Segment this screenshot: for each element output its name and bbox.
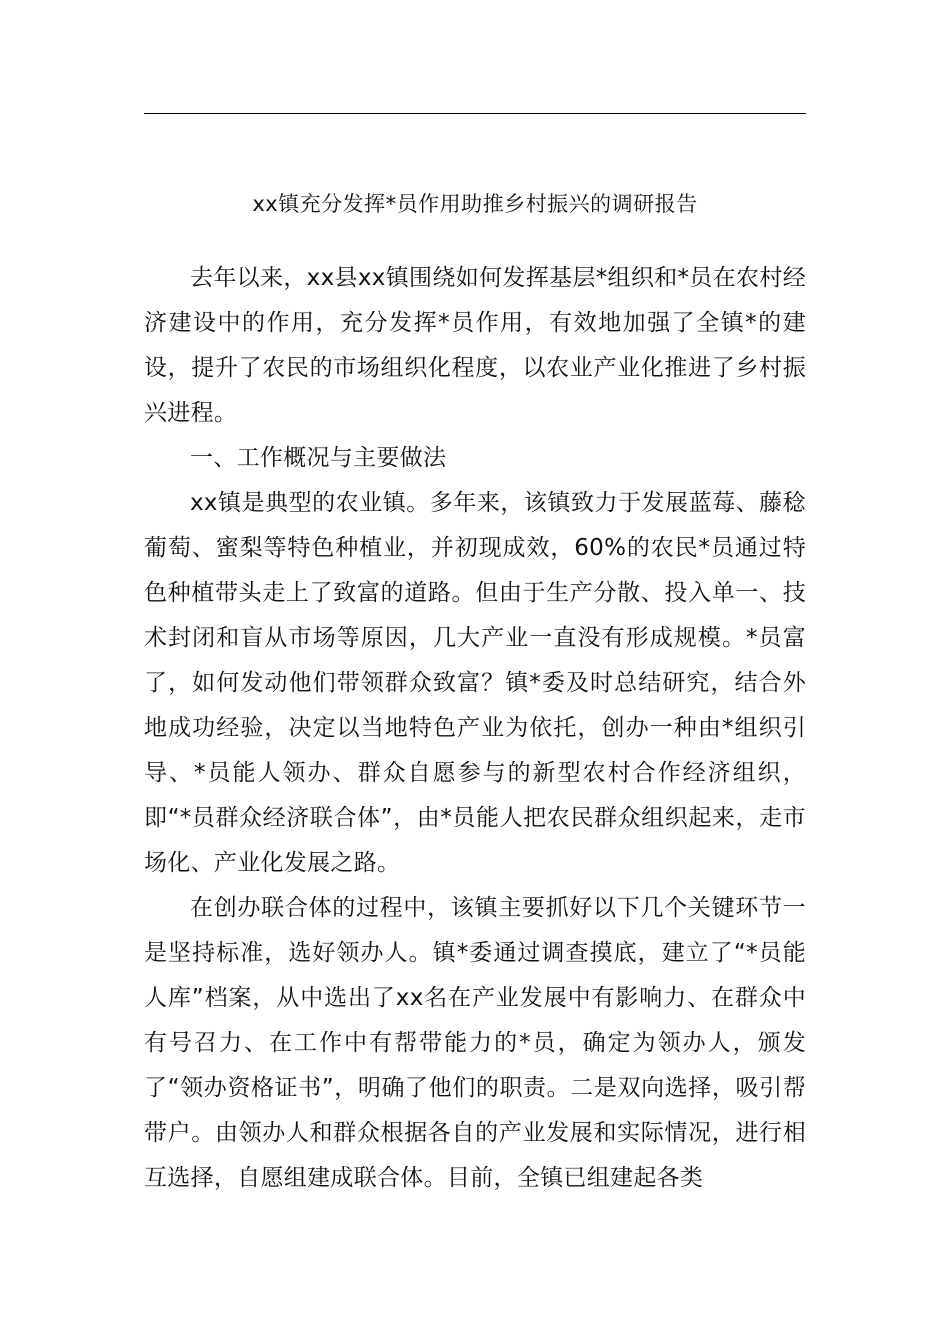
paragraph-overview: xx镇是典型的农业镇。多年来，该镇致力于发展蓝莓、藤稔葡萄、蜜梨等特色种植业，并初现成效，60%的农民*员通过特色种植带头走上了致富的道路。但由于生产分散、投入单一、技术封闭和盲从市场等原因，几大产业一直没有形成规模。*员富了，如何发动他们带领群众致富？镇*委及时总结研究，结合外地成功经验，决定以当地特色产业为依托，创办一种由*组织引导、*员能人领办、群众自愿参与的新型农村合作经济组织，即“*员群众经济联合体”，由*员能人把农民群众组织起来，走市场化、产业化发展之路。 xyxy=(144,490,806,876)
section-heading: 一、工作概况与主要做法 xyxy=(190,445,447,471)
paragraph-intro: 去年以来，xx县xx镇围绕如何发挥基层*组织和*员在农村经济建设中的作用，充分发挥*员作用，有效地加强了全镇*的建设，提升了农民的市场组织化程度，以农业产业化推进了乡村振兴进程。 xyxy=(144,265,806,426)
document-body xyxy=(144,256,806,1201)
paragraph-key-steps: 在创办联合体的过程中，该镇主要抓好以下几个关键环节一是坚持标准，选好领办人。镇*委通过调查摸底，建立了“*员能人库”档案，从中选出了xx名在产业发展中有影响力、在群众中有号召力、在工作中有帮带能力的*员，确定为领办人，颁发了“领办资格证书”，明确了他们的职责。二是双向选择，吸引帮带户。由领办人和群众根据各自的产业发展和实际情况，进行相互选择，自愿组建成联合体。目前，全镇已组建起各类 xyxy=(144,895,806,1191)
document-title: xx镇充分发挥*员作用助推乡村振兴的调研报告 xyxy=(252,192,698,216)
header-rule xyxy=(144,113,806,114)
